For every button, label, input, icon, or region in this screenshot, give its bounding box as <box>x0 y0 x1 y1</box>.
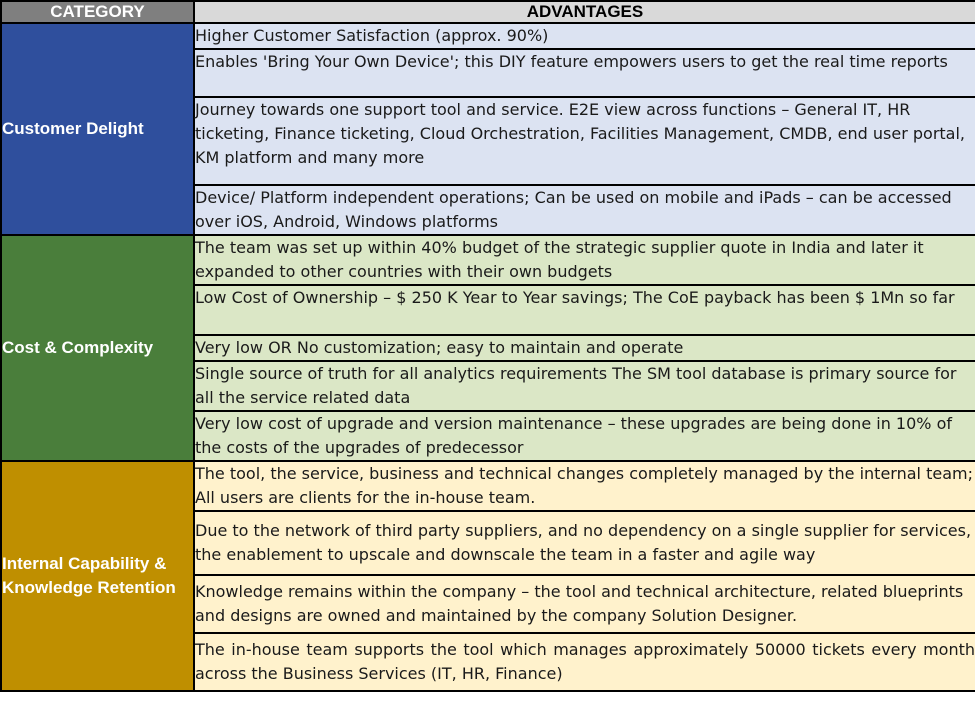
advantage-cell: The in-house team supports the tool which manages approximately 50000 tickets every month across the Business Services (IT, HR, Finance) <box>194 633 975 691</box>
table-row <box>1 235 975 285</box>
advantage-cell: The tool, the service, business and technical changes completely managed by the internal team; All users are clients for the in-house team. <box>194 461 975 511</box>
advantage-cell: Due to the network of third party suppliers, and no dependency on a single supplier for services, the enablement to upscale and downscale the team in a faster and agile way <box>194 511 975 575</box>
group-internal-capability <box>1 461 975 691</box>
advantage-cell: Higher Customer Satisfaction (approx. 90%) <box>194 23 975 49</box>
table-row <box>1 461 975 511</box>
advantage-cell: Knowledge remains within the company – the tool and technical architecture, related blueprints and designs are owned and maintained by the company Solution Designer. <box>194 575 975 633</box>
advantage-cell: Journey towards one support tool and service. E2E view across functions – General IT, HR ticketing, Finance ticketing, Cloud Orchestration, Facilities Management, CMDB, end user portal, KM platform and many more <box>194 97 975 185</box>
group-customer-delight <box>1 23 975 235</box>
group-cost-complexity <box>1 235 975 461</box>
advantage-cell: The team was set up within 40% budget of the strategic supplier quote in India and later it expanded to other countries with their own budgets <box>194 235 975 285</box>
category-internal-capability: Internal Capability & Knowledge Retention <box>1 461 194 691</box>
header-row <box>1 1 975 23</box>
advantage-cell: Very low cost of upgrade and version maintenance – these upgrades are being done in 10% of the costs of the upgrades of predecessor <box>194 411 975 461</box>
advantage-cell: Low Cost of Ownership – $ 250 K Year to Year savings; The CoE payback has been $ 1Mn so far <box>194 285 975 335</box>
advantage-cell: Device/ Platform independent operations; Can be used on mobile and iPads – can be accessed over iOS, Android, Windows platforms <box>194 185 975 235</box>
table-row <box>1 23 975 49</box>
category-customer-delight: Customer Delight <box>1 23 194 235</box>
category-cost-complexity: Cost & Complexity <box>1 235 194 461</box>
category-header: CATEGORY <box>1 1 194 23</box>
advantages-header: ADVANTAGES <box>194 1 975 23</box>
advantage-cell: Single source of truth for all analytics requirements The SM tool database is primary source for all the service related data <box>194 361 975 411</box>
advantage-cell: Very low OR No customization; easy to maintain and operate <box>194 335 975 361</box>
advantage-cell: Enables 'Bring Your Own Device'; this DIY feature empowers users to get the real time reports <box>194 49 975 97</box>
